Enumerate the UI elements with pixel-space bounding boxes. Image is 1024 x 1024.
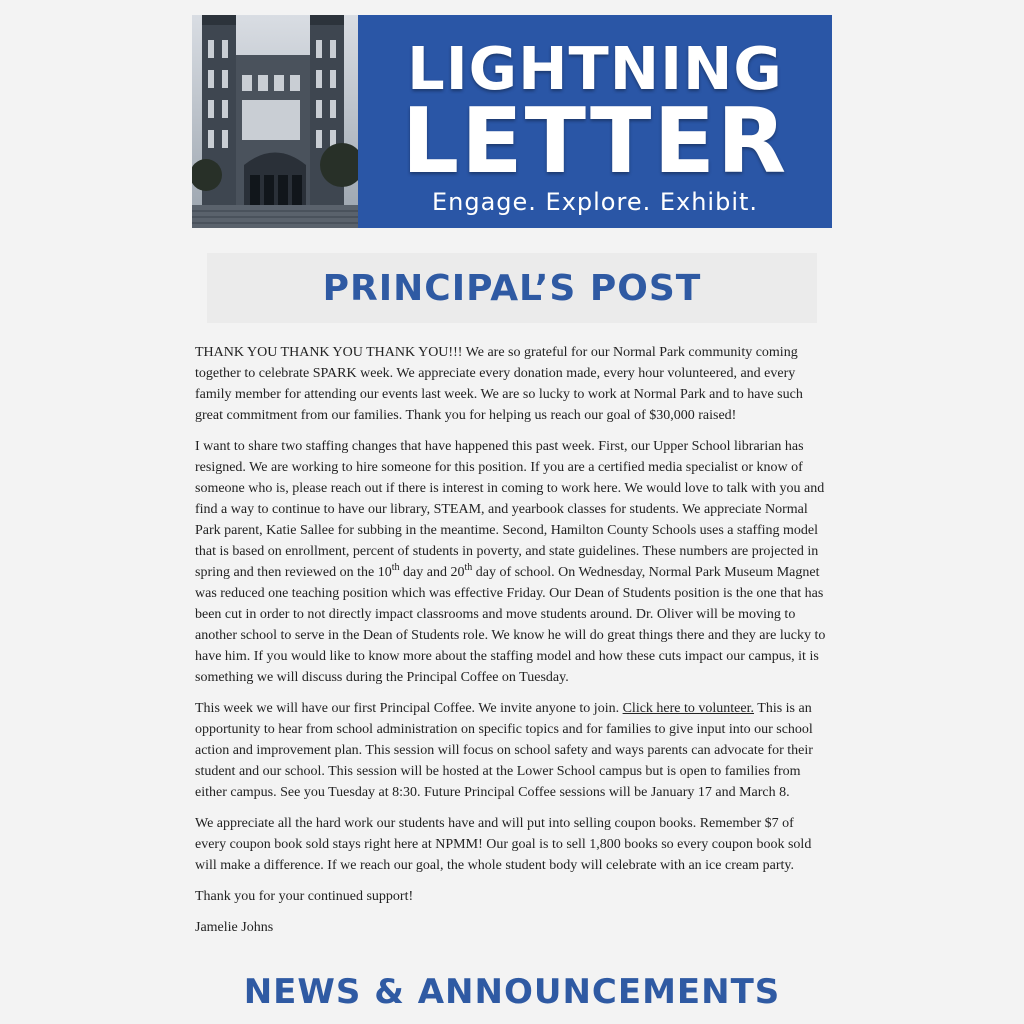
letter-paragraph-2-part-3: day of school. On Wednesday, Normal Park Museum Magnet was reduced one teaching position which was effective Friday. Our Dean of Students position is the one that has been cut in order to not directly impact classrooms and move students around. Dr. Oliver will be moving to another school to serve in the Dean of Students role. We know he will do great things there and they are lucky to have him. If you would like to know more about the staffing model and how these cuts impact our campus, it is something we will discuss during the Principal Coffee on Tuesday. (195, 565, 826, 685)
ordinal-suffix-2: th (464, 562, 473, 573)
ordinal-suffix-1: th (391, 562, 400, 573)
banner-tagline: Engage. Explore. Exhibit. (431, 188, 759, 216)
letter-signature: Jamelie Johns (195, 920, 274, 935)
letter-paragraph-1: THANK YOU THANK YOU THANK YOU!!! We are so grateful for our Normal Park community coming together to celebrate SPARK week. We appreciate every donation made, every hour volunteered, and every family member for attending our events last week. We are so lucky to work at Normal Park and to have such great commitment from our families. Thank you for helping us reach our goal of $30,000 raised! (195, 345, 803, 423)
letter-paragraph-4: We appreciate all the hard work our students have and will put into selling coupon books. Remember $7 of every coupon book sold stays right here at NPMM! Our goal is to sell 1,800 books so every coupon book sold will make a difference. If we reach our goal, the whole student body will celebrate with an ice cream party. (195, 816, 812, 873)
letter-paragraph-2-part-1: I want to share two staffing changes that have happened this past week. First, our Upper School librarian has resigned. We are working to hire someone for this position. If you are a certified media specialist or know of someone who is, please reach out if there is interest in coming to work here. We would love to talk with you and find a way to continue to have our library, STEAM, and yearbook classes for students. We appreciate Normal Park parent, Katie Sallee for subbing in the meantime. Second, Hamilton County Schools uses a staffing model that is based on enrollment, percent of students in poverty, and state guidelines. These numbers are projected in spring and then reviewed on the 10 (195, 439, 825, 580)
letter-paragraph-3-part-1: This week we will have our first Principal Coffee. We invite anyone to join. (195, 701, 623, 716)
letter-paragraph-3-part-2: This is an opportunity to hear from school administration on specific topics and for families to give input into our school action and improvement plan. This session will focus on school safety and ways parents can advocate for their student and our school. This session will be hosted at the Lower School campus but is open to families from either campus. See you Tuesday at 8:30. Future Principal Coffee sessions will be January 17 and March 8. (195, 701, 813, 800)
banner-title-line2: LETTER (401, 89, 789, 194)
letter-paragraph-3 (195, 698, 827, 803)
letter-paragraph-2 (195, 436, 827, 688)
banner-title-block (358, 15, 832, 228)
letter-paragraph-2-part-2: day and 20 (399, 565, 465, 580)
school-building-photo (192, 15, 358, 228)
principal-letter (195, 342, 827, 948)
principal-post-title: PRINCIPAL’S POST (322, 268, 702, 309)
header-banner (192, 15, 832, 228)
letter-closing: Thank you for your continued support! (195, 889, 414, 904)
principal-post-header (207, 253, 817, 323)
volunteer-link[interactable]: Click here to volunteer. (622, 701, 755, 716)
news-announcements-title: NEWS & ANNOUNCEMENTS (243, 972, 781, 1012)
banner-title-line1: LIGHTNING (407, 34, 783, 103)
